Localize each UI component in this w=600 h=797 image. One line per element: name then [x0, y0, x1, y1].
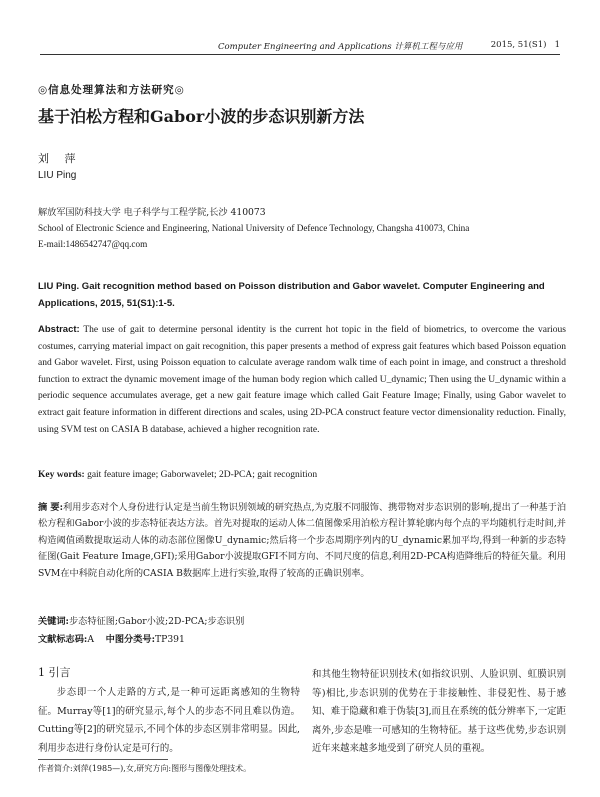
abstract-en-text: The use of gait to determine personal identity is the current hot topic in the field of biometrics, to overcome the various costumes, carrying material impact on gait recognition, this paper presents a method of express gait features which based Poisson equation and Gabor wavelet. First, using Poisson equation to calculate average random walk time of each point in image, and construct a threshold function to extract the dynamic movement image of the human body region which called U_dynamic; Then using the U_dynamic within a periodic sequence accumulates average, get a new gait feature image which called Gait Feature Image; Finally, using Gabor wavelet to extract gait feature information in different directions and scales, using 2D-PCA construct feature vector dimensionality reduction. Finally, using SVM test on CASIA B database, achieved a higher recognition rate. — [38, 325, 566, 435]
clc-value: TP391 — [155, 634, 185, 645]
footnote-divider — [38, 759, 168, 760]
paper-title: 基于泊松方程和Gabor小波的步态识别新方法 — [38, 107, 365, 126]
header-volume-page — [491, 40, 560, 50]
keywords-cn-label: 关键词: — [38, 616, 69, 627]
body-left-column: 步态即一个人走路的方式,是一种可远距离感知的生物特征。Murray等[1]的研究显示,每个人的步态不同且难以伪造。Cutting等[2]的研究显示,不同个体的步态区别非常明显。因此,利用步态进行身份认定是可行的。 — [38, 687, 300, 754]
classification-line — [38, 631, 185, 645]
column-tag: ◎信息处理算法和方法研究◎ — [38, 84, 185, 96]
author-footnote: 作者简介:刘萍(1985—),女,研究方向:图形与图像处理技术。 — [38, 764, 252, 773]
author-email: E-mail:1486542747@qq.com — [38, 239, 148, 249]
citation: LIU Ping. Gait recognition method based on Poisson distribution and Gabor wavelet. Computer Engineering and Applications, 2015, 51(S1):1-5. — [38, 281, 545, 309]
abstract-en-label: Abstract: — [38, 324, 80, 335]
abstract-en — [38, 322, 566, 438]
keywords-en — [38, 470, 566, 480]
section-title: 1 引言 — [38, 666, 71, 679]
affiliation-cn: 解放军国防科技大学 电子科学与工程学院,长沙 410073 — [38, 207, 266, 218]
body-right-column: 和其他生物特征识别技术(如指纹识别、人脸识别、虹膜识别等)相比,步态识别的优势在于非接触性、非侵犯性、易于感知、难于隐藏和难于伪装[3],而且在系统的低分辨率下,一定距离外,步态是唯一可感知的生物特征。基于这些优势,步态识别近年来越来越多地受到了研究人员的重视。 — [312, 669, 566, 755]
running-header — [40, 40, 560, 55]
keywords-cn-text: 步态特征图;Gabor小波;2D-PCA;步态识别 — [68, 616, 245, 627]
clc-label: 中图分类号: — [105, 634, 156, 645]
keywords-en-text: gait feature image; Gaborwavelet; 2D-PCA; gait recognition — [87, 470, 318, 480]
author-name-cn: 刘 萍 — [38, 152, 82, 165]
doc-code-value: A — [87, 634, 94, 645]
affiliation-en: School of Electronic Science and Engineering, National University of Defence Technology, Changsha 410073, China — [38, 223, 470, 233]
doc-code-label: 文献标志码: — [38, 634, 88, 645]
keywords-cn — [38, 613, 244, 627]
volume: 2015, 51(S1) — [490, 40, 547, 50]
keywords-en-label: Key words: — [38, 470, 85, 480]
abstract-cn — [38, 500, 566, 582]
page-number: 1 — [554, 40, 560, 50]
abstract-cn-label: 摘 要: — [38, 502, 64, 513]
abstract-cn-text: 利用步态对个人身份进行认定是当前生物识别领域的研究热点,为克服不同服饰、携带物对步态识别的影响,提出了一种基于泊松方程和Gabor小波的步态特征表达方法。首先对提取的运动人体二值图像采用泊松方程计算轮廓内每个点的平均随机行走时间,并构造阈值函数提取运动人体的动态部位图像U_dynamic;然后将一个步态周期序列内的U_dynamic累加平均,得到一种新的步态特征图(Gait Feature Image,GFI);采用Gabor小波提取GFI不同方向、不同尺度的信息,利用2D-PCA构造降维后的特征矢量。利用SVM在中科院自动化所的CASIA B数据库上进行实验,取得了较高的正确识别率。 — [38, 502, 567, 579]
journal-name: Computer Engineering and Applications 计算机工程与应用 — [218, 42, 463, 52]
author-name-en: LIU Ping — [38, 170, 77, 181]
